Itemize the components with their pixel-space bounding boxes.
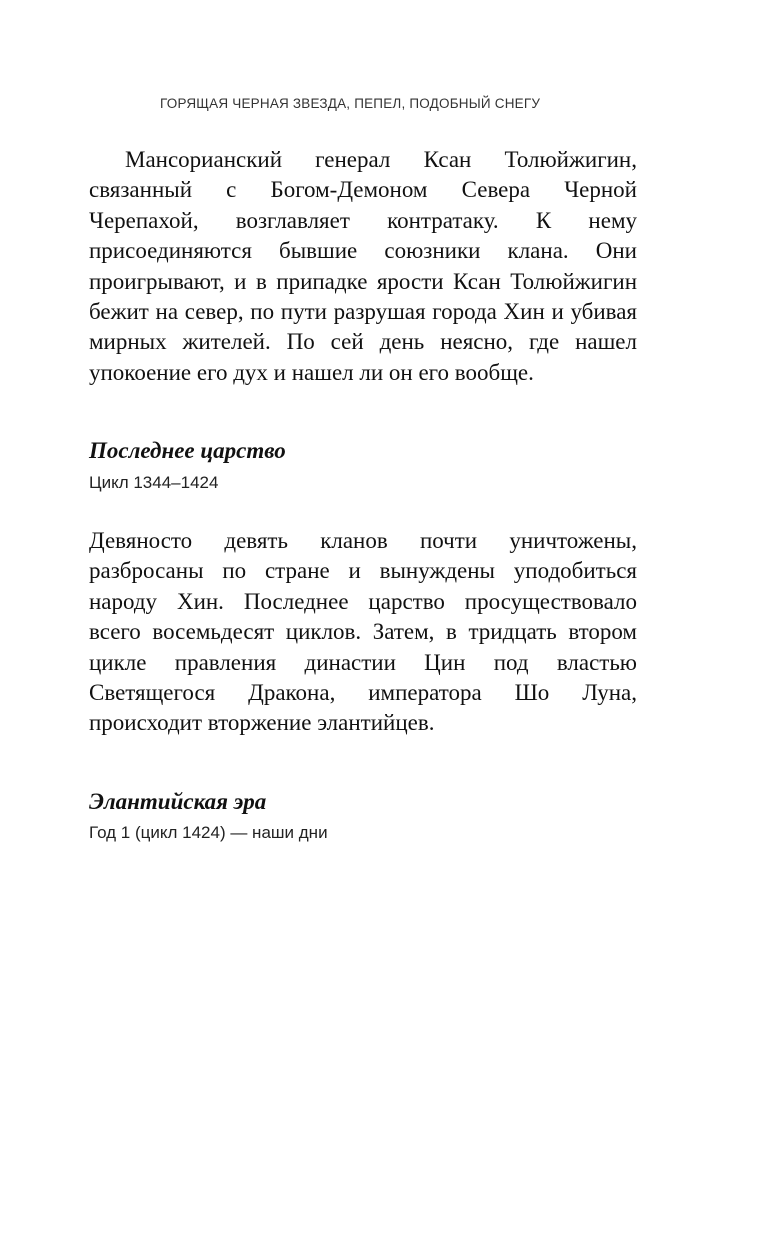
paragraph-last-kingdom: Девяносто девять кланов почти уничтожены, разбросаны по стране и вынуждены уподобиться народу Хин. Последнее царство просуществовало всего восемьдесят циклов. Затем, в тридцать втором цикле правления династии Цин под властью Светящегося Дракона, императора Шо Луна, происходит вторжение элантийцев. (89, 528, 637, 736)
section-title-last-kingdom: Последнее царство (89, 438, 286, 463)
running-header: ГОРЯЩАЯ ЧЕРНАЯ ЗВЕЗДА, ПЕПЕЛ, ПОДОБНЫЙ СНЕГУ (160, 96, 541, 111)
section-title-elantian-era: Элантийская эра (89, 789, 267, 814)
section-period-last-kingdom: Цикл 1344–1424 (89, 473, 219, 492)
section-period-elantian-era: Год 1 (цикл 1424) — наши дни (89, 823, 328, 842)
paragraph-general-xan: Мансорианский генерал Ксан Толюйжигин, связанный с Богом-Демоном Севера Черной Черепахой, возглавляет контратаку. К нему присоединяются бывшие союзники клана. Они проигрывают, и в припадке ярости Ксан Толюйжигин бежит на север, по пути разрушая города Хин и убивая мирных жителей. По сей день неясно, где нашел упокоение его дух и нашел ли он его вообще. (89, 147, 637, 385)
